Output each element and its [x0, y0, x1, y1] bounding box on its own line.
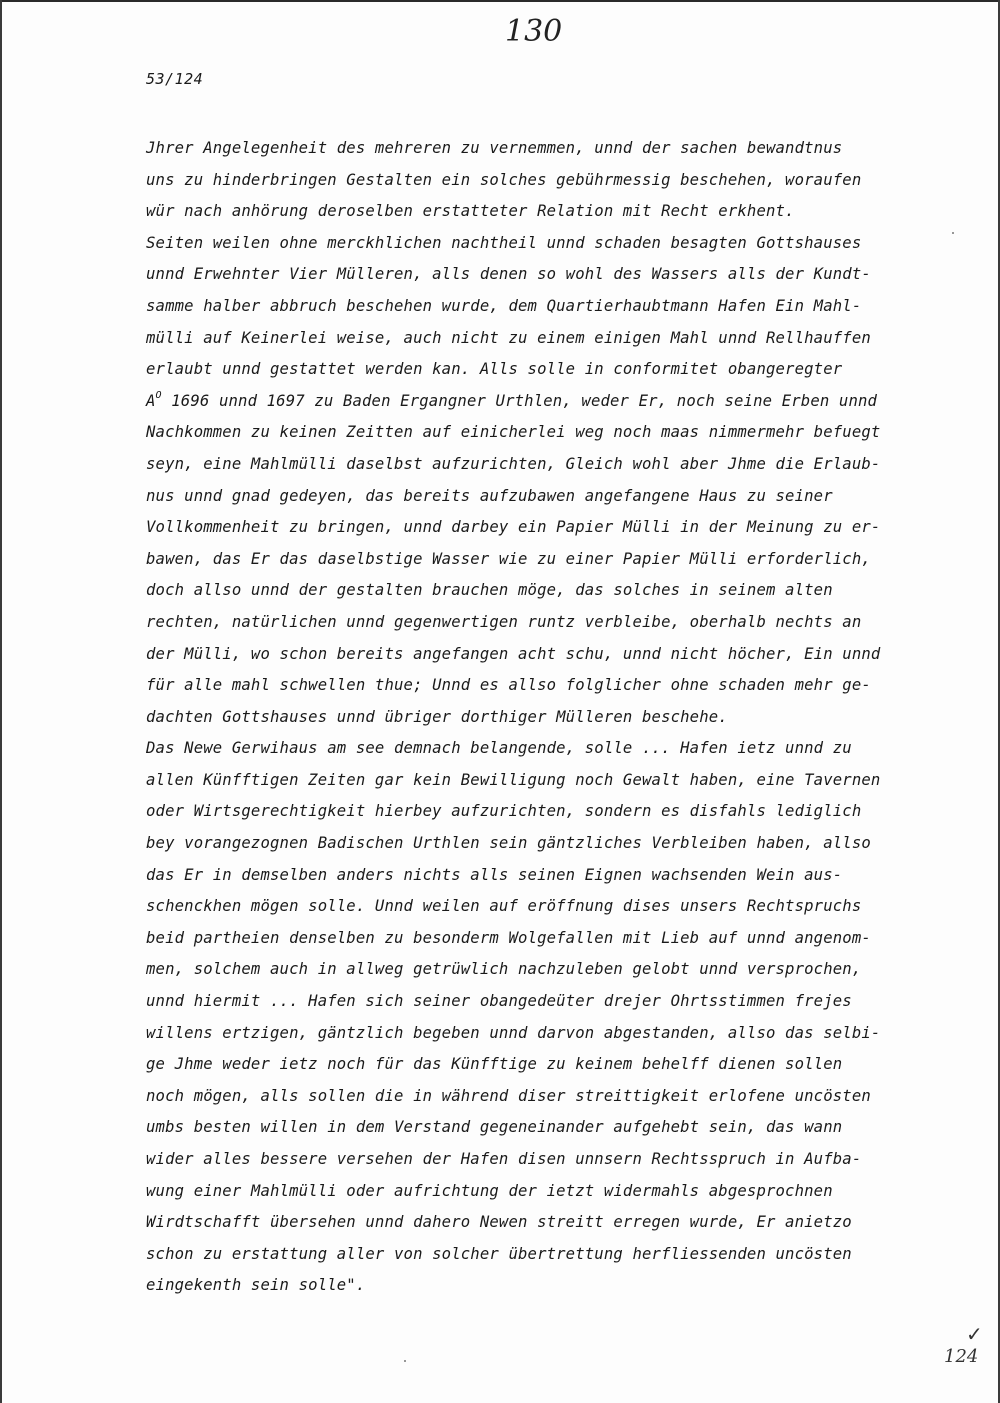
text-line: der Mülli, wo schon bereits angefangen acht schu, unnd nicht höcher, Ein unnd — [146, 644, 881, 663]
text-line: nus unnd gnad gedeyen, das bereits aufzubawen angefangene Haus zu seiner — [146, 486, 833, 505]
text-line: bey vorangezognen Badischen Urthlen sein gäntzliches Verbleiben haben, allso — [146, 834, 871, 853]
folio-number: 130 — [505, 14, 563, 49]
scan-edge-top — [0, 0, 1000, 2]
text-line: unnd hiermit ... Hafen sich seiner obangedeüter drejer Ohrtsstimmen frejes — [146, 992, 852, 1011]
text-line: Wirdtschafft übersehen unnd dahero Newen streitt erregen wurde, Er anietzo — [146, 1213, 852, 1232]
text-line: Nachkommen zu keinen Zeitten auf einicherlei weg noch maas nimmermehr befuegt — [146, 423, 881, 442]
text-line: Jhrer Angelegenheit des mehreren zu vernemmen, unnd der sachen bewandtnus — [146, 139, 843, 157]
scan-speck — [404, 1360, 406, 1362]
text-line: dachten Gottshauses unnd übriger dorthiger Mülleren beschehe. — [146, 707, 728, 726]
text-line: samme halber abbruch beschehen wurde, dem Quartierhaubtmann Hafen Ein Mahl- — [146, 296, 862, 315]
text-line: wür nach anhörung deroselben erstatteter Relation mit Recht erkhent. — [146, 202, 795, 221]
text-line: oder Wirtsgerechtigkeit hierbey aufzurichten, sondern es disfahls lediglich — [146, 802, 862, 821]
text-line: allen Künfftigen Zeiten gar kein Bewilligung noch Gewalt haben, eine Tavernen — [146, 770, 881, 789]
text-line: beid partheien denselben zu besonderm Wolgefallen mit Lieb auf unnd angenom- — [146, 928, 871, 947]
text-line: $A^O$ 1696 unnd 1697 zu Baden Ergangner Urthlen, weder Er, noch seine Erben unnd — [146, 389, 878, 410]
text-line: uns zu hinderbringen Gestalten ein solches gebührmessig beschehen, woraufen — [146, 170, 862, 189]
text-line: Das Newe Gerwihaus am see demnach belangende, solle ... Hafen ietz unnd zu — [146, 739, 852, 758]
text-line: bawen, das Er das daselbstige Wasser wie zu einer Papier Mülli erforderlich, — [146, 549, 871, 568]
text-line: rechten, natürlichen unnd gegenwertigen runtz verbleibe, oberhalb nechts an — [146, 612, 862, 631]
text-line: Vollkommenheit zu bringen, unnd darbey ein Papier Mülli in der Meinung zu er- — [146, 518, 881, 537]
check-mark: ✓ — [966, 1322, 983, 1346]
text-line: erlaubt unnd gestattet werden kan. Alls solle in conformitet obangeregter — [146, 360, 843, 379]
text-line: unnd Erwehnter Vier Mülleren, alls denen so wohl des Wassers alls der Kundt- — [146, 265, 871, 284]
scan-speck — [952, 232, 954, 234]
text-line: willens ertzigen, gäntzlich begeben unnd darvon abgestanden, allso das selbi- — [146, 1023, 881, 1042]
text-line: noch mögen, alls sollen die in während diser streittigkeit erlofene uncösten — [146, 1086, 871, 1105]
text-line: eingekenth sein solle". — [146, 1276, 366, 1295]
body-text — [146, 133, 926, 1302]
margin-page-number: 124 — [944, 1346, 979, 1367]
superscript: O — [155, 389, 162, 401]
text-line: mülli auf Keinerlei weise, auch nicht zu einem einigen Mahl unnd Rellhauffen — [146, 328, 871, 347]
text-line: für alle mahl schwellen thue; Unnd es allso folglicher ohne schaden mehr ge- — [146, 676, 871, 695]
text-line: seyn, eine Mahlmülli daselbst aufzurichten, Gleich wohl aber Jhme die Erlaub- — [146, 454, 881, 473]
text-line: das Er in demselben anders nichts alls seinen Eignen wachsenden Wein aus- — [146, 865, 843, 884]
text-line: Seiten weilen ohne merckhlichen nachtheil unnd schaden besagten Gottshauses — [146, 233, 862, 252]
text-line: wung einer Mahlmülli oder aufrichtung der ietzt widermahls abgesprochnen — [146, 1181, 833, 1200]
scan-edge-left — [0, 0, 2, 1403]
text-line: men, solchem auch in allweg getrüwlich nachzuleben gelobt unnd versprochen, — [146, 960, 862, 979]
text-line: umbs besten willen in dem Verstand gegeneinander aufgehebt sein, das wann — [146, 1118, 843, 1137]
text-line: ge Jhme weder ietz noch für das Künfftige zu keinem behelff dienen sollen — [146, 1055, 843, 1074]
text-line: schenckhen mögen solle. Unnd weilen auf eröffnung dises unsers Rechtspruchs — [146, 897, 862, 916]
text-line: wider alles bessere versehen der Hafen disen unnsern Rechtsspruch in Aufba- — [146, 1150, 862, 1168]
text-line: doch allso unnd der gestalten brauchen möge, das solches in seinem alten — [146, 581, 833, 600]
page-reference: 53/124 — [146, 70, 204, 88]
text-line: schon zu erstattung aller von solcher übertrettung herfliessenden uncösten — [146, 1244, 852, 1263]
